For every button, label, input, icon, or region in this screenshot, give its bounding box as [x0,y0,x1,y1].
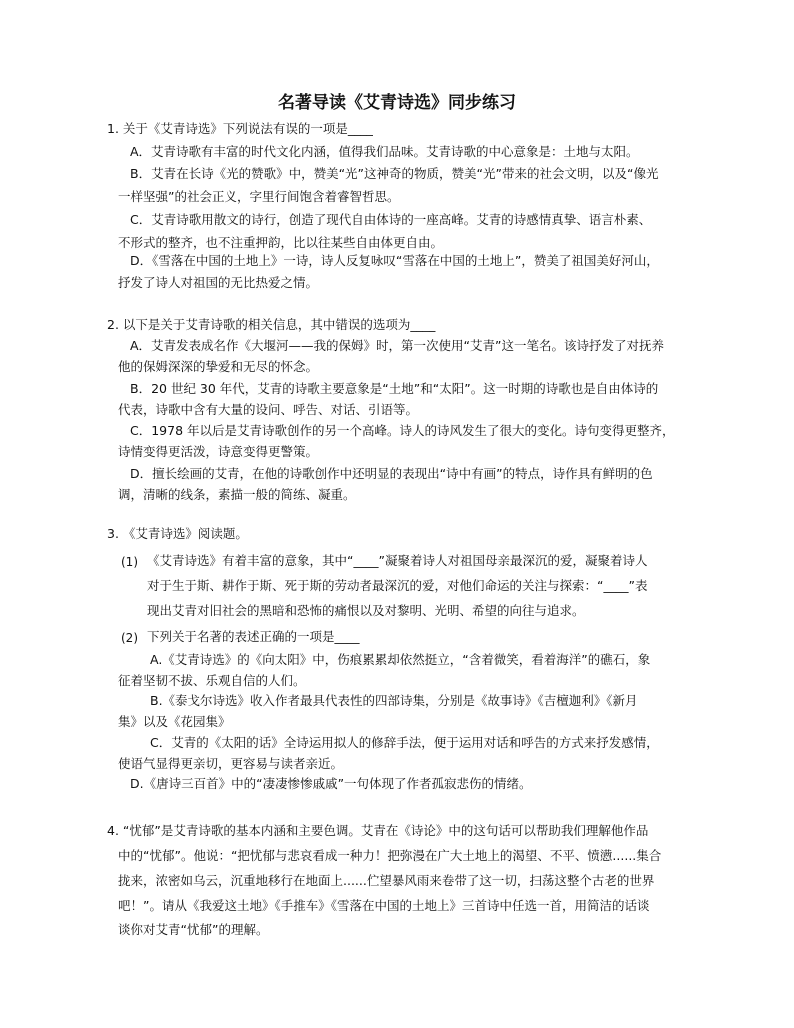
q3-sub2-stem: 下列关于名著的表述正确的一项是____ [147,629,360,644]
q1-option-c-line2: 不形式的整齐，也不注重押韵，比以往某些自由体更自由。 [118,235,444,250]
q3-stem: 3. 《艾青诗选》阅读题。 [107,526,248,541]
q1-option-b-line2: 一样坚强”的社会正义，字里行间饱含着睿智哲思。 [118,189,400,204]
q1-stem: 1. 关于《艾青诗选》下列说法有误的一项是____ [107,121,373,136]
q3-sub1-line1: 《艾青诗选》有着丰富的意象，其中“____”凝聚着诗人对祖国母亲最深沉的爱，凝聚着诗人 [147,553,648,568]
q1-option-d-line2: 抒发了诗人对祖国的无比热爱之情。 [118,275,319,290]
q3-option-d: D.《唐诗三百首》中的“凄凄惨惨戚戚”一句体现了作者孤寂悲伤的情绪。 [130,776,532,791]
q3-sub2-number: (2) [121,631,138,645]
q4-line2: 中的“忧郁”。他说：“把忧郁与悲哀看成一种力！把弥漫在广大土地上的渴望、不平、愤懑......集合 [118,848,662,863]
q3-option-c-line2: 使语气显得更亲切，更容易与读者亲近。 [118,756,344,771]
q2-option-a-line2: 他的保姆深深的挚爱和无尽的怀念。 [118,359,319,374]
q2-option-c-line2: 诗情变得更活泼，诗意变得更警策。 [118,444,319,459]
q2-option-b-line1: B．20 世纪 30 年代，艾青的诗歌主要意象是“土地”和“太阳”。这一时期的诗歌也是自由体诗的 [130,381,659,396]
q4-line5: 谈你对艾青“忧郁”的理解。 [118,922,269,937]
q2-option-c-line1: C．1978 年以后是艾青诗歌创作的另一个高峰。诗人的诗风发生了很大的变化。诗句变得更整齐， [130,423,675,438]
q2-option-d-line2: 调，清晰的线条，素描一般的简练、凝重。 [118,487,356,502]
q3-option-a-line2: 征着坚韧不拔、乐观自信的人们。 [118,673,306,688]
q3-sub1-number: (1) [121,555,138,569]
q4-line4: 吧！”。请从《我爱这土地》《手推车》《雪落在中国的土地上》三首诗中任选一首，用简洁的话谈 [118,898,650,913]
q3-option-a-line1: A.《艾青诗选》的《向太阳》中，伤痕累累却依然挺立，“含着微笑，看着海洋”的礁石，象 [150,652,651,667]
q3-sub1-line3: 现出艾青对旧社会的黑暗和恐怖的痛恨以及对黎明、光明、希望的向往与追求。 [147,603,585,618]
q1-option-d-line1: D．《雪落在中国的土地上》一诗，诗人反复咏叹“雪落在中国的土地上”，赞美了祖国美好河山， [130,253,659,268]
q3-option-b-line1: B.《泰戈尔诗选》收入作者最具代表性的四部诗集，分别是《故事诗》《吉檀迦利》《新月 [150,693,638,708]
page-title: 名著导读《艾青诗选》同步练习 [278,93,516,113]
q4-line1: 4. “忧郁”是艾青诗歌的基本内涵和主要色调。艾青在《诗论》中的这句话可以帮助我们理解他作品 [107,823,649,838]
q2-stem: 2. 以下是关于艾青诗歌的相关信息，其中错误的选项为____ [107,317,436,332]
q1-option-c-line1: C．艾青诗歌用散文的诗行，创造了现代自由体诗的一座高峰。艾青的诗感情真挚、语言朴素、 [130,212,652,227]
q2-option-b-line2: 代表，诗歌中含有大量的设问、呼告、对话、引语等。 [118,402,419,417]
q1-option-b-line1: B．艾青在长诗《光的赞歌》中，赞美“光”这神奇的物质，赞美“光”带来的社会文明，以及“像光 [130,166,659,181]
q1-option-a: A．艾青诗歌有丰富的时代文化内涵，值得我们品味。艾青诗歌的中心意象是：土地与太阳。 [130,144,639,159]
q3-option-c-line1: C．艾青的《太阳的话》全诗运用拟人的修辞手法，便于运用对话和呼告的方式来抒发感情， [150,735,659,750]
q4-line3: 拢来，浓密如乌云，沉重地移行在地面上......伫望暴风雨来卷带了这一切，扫荡这整个古老的世界 [118,873,655,888]
q3-option-b-line2: 集》以及《花园集》 [118,714,231,729]
q2-option-d-line1: D．擅长绘画的艾青，在他的诗歌创作中还明显的表现出“诗中有画”的特点，诗作具有鲜明的色 [130,466,653,481]
q2-option-a-line1: A．艾青发表成名作《大堰河——我的保姆》时，第一次使用“艾青”这一笔名。该诗抒发了对抚养 [130,338,665,353]
q3-sub1-line2: 对于生于斯、耕作于斯、死于斯的劳动者最深沉的爱，对他们命运的关注与探索：“____”表 [147,578,648,593]
